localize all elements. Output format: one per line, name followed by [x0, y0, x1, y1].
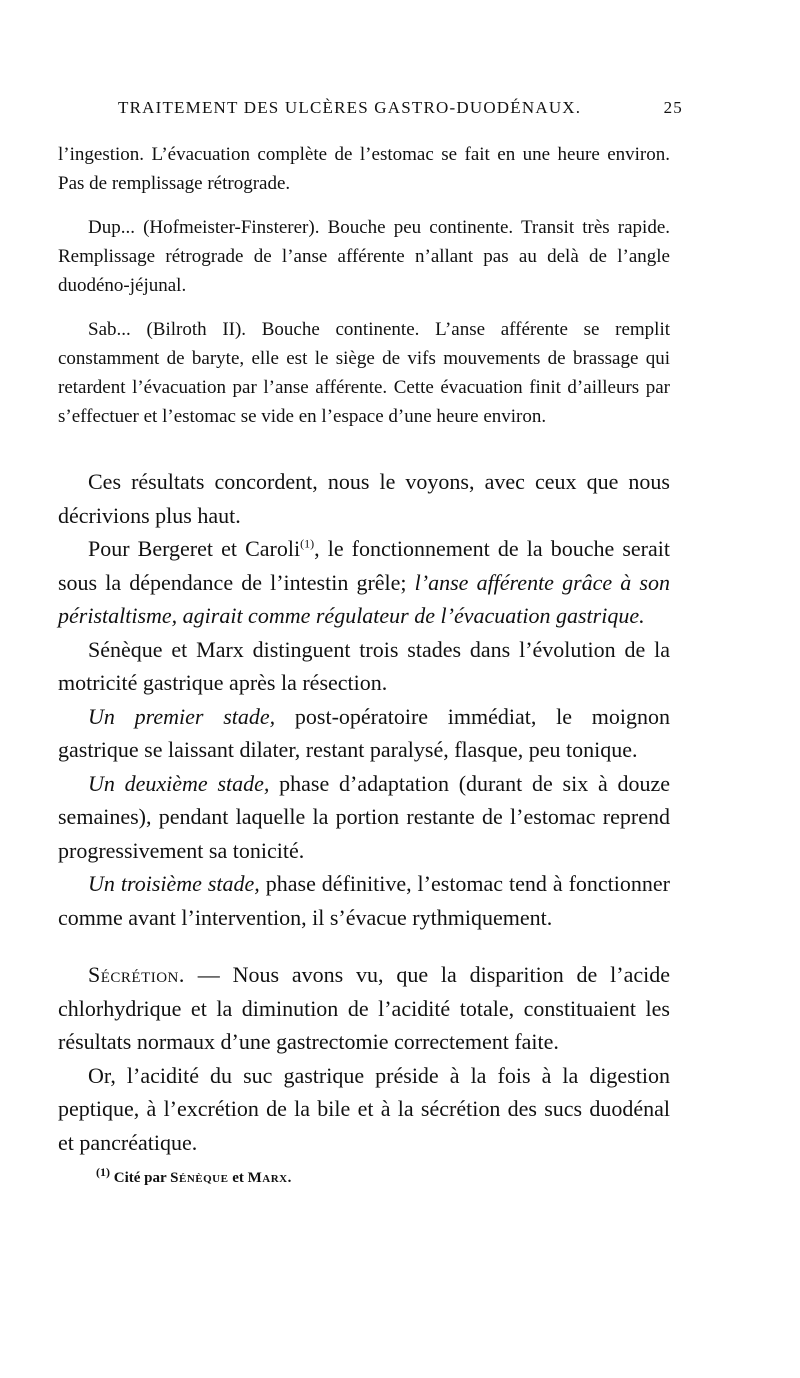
paragraph-8: [58, 767, 670, 868]
stage-2-text: phase d’adaptation (durant de six à douze semaines), pendant laquelle la portion restante de l’estomac reprend progressivement sa tonicité.: [58, 770, 671, 863]
paragraph-6: Sénèque et Marx distinguent trois stades dans l’évolution de la motricité gastrique après la résection.: [58, 636, 670, 695]
stage-1-label: Un premier stade,: [88, 703, 276, 729]
footnote-name-1: Sénèque: [170, 1170, 229, 1186]
stage-2-label: Un deuxième stade,: [88, 770, 270, 796]
paragraph-10: [58, 958, 670, 1059]
footnote-marker: (1): [96, 1165, 110, 1179]
footnote-text-c: .: [287, 1170, 292, 1186]
footnote-text-b: et: [228, 1170, 248, 1186]
paragraph-5-middle: , le fonctionnement de la bouche serait sous la dépendance de l’intestin grêle;: [58, 536, 670, 595]
paragraph-3: Sab... (Bilroth II). Bouche continente. L’anse afférente se remplit constamment de baryte, elle est le siège de vifs mouvements de brassage qui retardent l’évacuation par l’anse afférente. Cette évacuation finit d’ailleurs par s’effectuer et l’estomac se vide en l’espace d’une heure environ.: [58, 319, 670, 427]
body-text: [58, 140, 670, 1159]
footnote-text-a: Cité par: [110, 1170, 171, 1186]
paragraph-5: [58, 532, 670, 633]
footnote: [96, 1165, 292, 1187]
paragraph-1: l’ingestion. L’évacuation complète de l’estomac se fait en une heure environ. Pas de remplissage rétrograde.: [58, 144, 670, 194]
running-header: [118, 98, 683, 124]
stage-3-label: Un troisième stade,: [88, 871, 260, 896]
section-heading-secretion: Sécrétion.: [88, 962, 185, 987]
header-title: TRAITEMENT DES ULCÈRES GASTRO-DUODÉNAUX.: [118, 98, 582, 117]
secretion-text: — Nous avons vu, que la disparition de l’acide chlorhydrique et la diminution de l’acidité totale, constituaient les résultats normaux d’une gastrectomie correctement faite.: [58, 962, 670, 1054]
paragraph-7: [58, 700, 670, 767]
paragraph-4: Ces résultats concordent, nous le voyons, avec ceux que nous décrivions plus haut.: [58, 469, 670, 528]
stage-3-text: phase définitive, l’estomac tend à fonctionner comme avant l’intervention, il s’évacue rythmiquement.: [58, 871, 670, 930]
paragraph-2: Dup... (Hofmeister-Finsterer). Bouche peu continente. Transit très rapide. Remplissage rétrograde de l’anse afférente n’allant pas au delà de l’angle duodéno-jéjunal.: [58, 217, 670, 296]
stage-1-text: post-opératoire immédiat, le moignon gastrique se laissant dilater, restant paralysé, flasque, peu tonique.: [58, 703, 670, 762]
paragraph-5-italic: l’anse afférente grâce à son péristaltisme, agirait comme régulateur de l’évacuation gastrique.: [58, 569, 670, 628]
paragraph-9: [58, 867, 670, 934]
footnote-name-2: Marx: [247, 1170, 288, 1186]
footnote-reference: (1): [300, 536, 315, 551]
page-number: 25: [663, 98, 683, 117]
paragraph-11: Or, l’acidité du suc gastrique préside à la fois à la digestion peptique, à l’excrétion de la bile et à la sécrétion des sucs duodénal et pancréatique.: [58, 1062, 670, 1155]
paragraph-5-start: Pour Bergeret et Caroli: [88, 536, 301, 561]
